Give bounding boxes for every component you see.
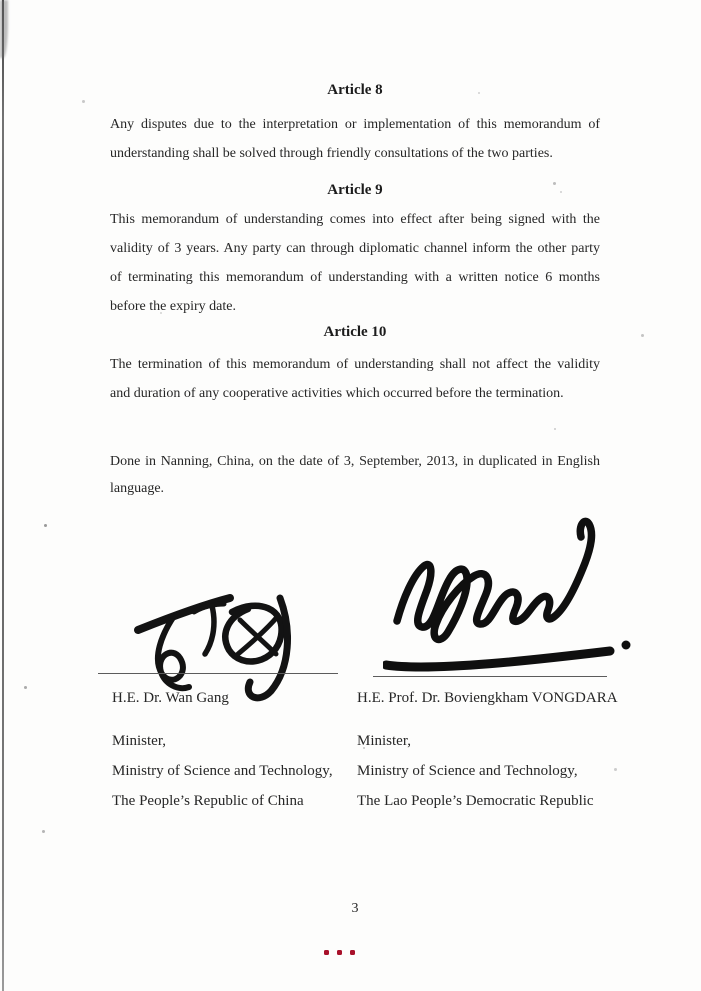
left-signature-line	[98, 673, 338, 674]
footer-dot	[350, 950, 355, 955]
paragraph-line: and duration of any cooperative activities which occurred before the termination.	[110, 386, 564, 401]
right-signatory-titles	[357, 726, 594, 816]
right-signature-line	[373, 676, 607, 677]
right-signatory-name: H.E. Prof. Dr. Boviengkham VONGDARA	[357, 690, 618, 706]
vongdara-signature-icon	[383, 503, 638, 673]
article-8-heading: Article 8	[327, 82, 383, 98]
scan-edge-line	[2, 0, 4, 991]
article-10-heading: Article 10	[323, 324, 387, 340]
footer-dots	[324, 950, 355, 955]
paragraph-line: validity of 3 years. Any party can through diplomatic channel inform the other party	[110, 241, 600, 256]
article-9-heading: Article 9	[327, 182, 383, 198]
wan-gang-signature-icon	[128, 560, 333, 705]
title-line: The People’s Republic of China	[112, 793, 304, 809]
page-number: 3	[351, 901, 359, 916]
paragraph-line: Done in Nanning, China, on the date of 3, September, 2013, in duplicated in English	[110, 454, 600, 469]
left-signatory-name: H.E. Dr. Wan Gang	[112, 690, 229, 706]
title-line: Ministry of Science and Technology,	[357, 763, 578, 779]
title-line: The Lao People’s Democratic Republic	[357, 793, 594, 809]
closing-statement	[110, 448, 600, 502]
paragraph-line: The termination of this memorandum of understanding shall not affect the validity	[110, 357, 600, 372]
paragraph-line: of terminating this memorandum of understanding with a written notice 6 months	[110, 270, 600, 285]
paragraph-line: This memorandum of understanding comes into effect after being signed with the	[110, 212, 600, 227]
title-line: Minister,	[112, 733, 166, 749]
title-line: Ministry of Science and Technology,	[112, 763, 333, 779]
article-10-paragraph	[110, 350, 600, 408]
article-8-paragraph	[110, 110, 600, 168]
paragraph-line: Any disputes due to the interpretation or implementation of this memorandum of	[110, 117, 600, 132]
paragraph-line: before the expiry date.	[110, 299, 236, 314]
scan-smudge	[0, 0, 8, 58]
footer-dot	[324, 950, 329, 955]
footer-dot	[337, 950, 342, 955]
left-signatory-titles	[112, 726, 333, 816]
article-9-paragraph	[110, 205, 600, 321]
paragraph-line: understanding shall be solved through friendly consultations of the two parties.	[110, 146, 553, 161]
title-line: Minister,	[357, 733, 411, 749]
paragraph-line: language.	[110, 481, 165, 496]
